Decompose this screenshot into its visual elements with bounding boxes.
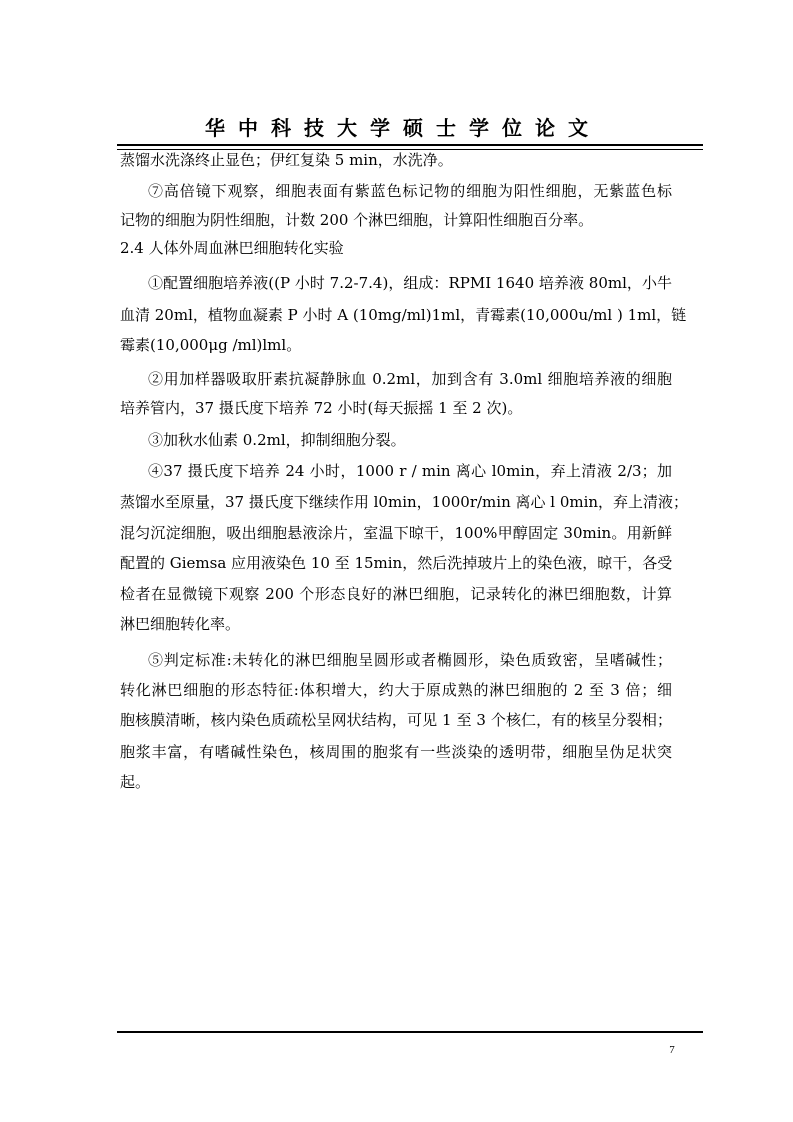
body-line: 记物的细胞为阴性细胞，计数 200 个淋巴细胞，计算阳性细胞百分率。 bbox=[120, 211, 594, 229]
body-line: ②用加样器吸取肝素抗凝静脉血 0.2ml，加到含有 3.0ml 细胞培养液的细胞 bbox=[148, 370, 672, 388]
section-heading: 2.4 人体外周血淋巴细胞转化实验 bbox=[120, 239, 344, 257]
footer-rule bbox=[117, 1031, 703, 1033]
body-line: ③加秋水仙素 0.2ml，抑制细胞分裂。 bbox=[148, 431, 406, 449]
body-line: 转化淋巴细胞的形态特征:体积增大，约大于原成熟的淋巴细胞的 2 至 3 倍；细 bbox=[120, 681, 672, 699]
body-line: 检者在显微镜下观察 200 个形态良好的淋巴细胞，记录转化的淋巴细胞数，计算 bbox=[120, 585, 672, 603]
body-line: 配置的 Giemsa 应用液染色 10 至 15min，然后洗掉玻片上的染色液，晾干，各受 bbox=[120, 554, 673, 572]
body-line: 胞浆丰富，有嗜碱性染色，核周围的胞浆有一些淡染的透明带，细胞呈伪足状突 bbox=[120, 743, 672, 761]
header-rule-top bbox=[117, 144, 703, 146]
body-line: 霉素(10,000μg /ml)lml。 bbox=[120, 336, 302, 354]
body-line: ④37 摄氏度下培养 24 小时，1000 r / min 离心 l0min，弃上清液 2/3；加 bbox=[148, 462, 672, 480]
body-line: 培养管内，37 摄氏度下培养 72 小时(每天振摇 1 至 2 次)。 bbox=[120, 399, 523, 417]
body-line: ⑤判定标准:未转化的淋巴细胞呈圆形或者椭圆形，染色质致密，呈嗜碱性； bbox=[148, 651, 672, 669]
body-line: 胞核膜清晰，核内染色质疏松呈网状结构，可见 1 至 3 个核仁，有的核呈分裂相； bbox=[120, 711, 672, 729]
body-line: 蒸馏水至原量，37 摄氏度下继续作用 l0min，1000r/min 离心 l 0min，弃上清液； bbox=[120, 493, 689, 511]
body-line: ⑦高倍镜下观察，细胞表面有紫蓝色标记物的细胞为阳性细胞，无紫蓝色标 bbox=[148, 182, 672, 200]
header-title: 华中科技大学硕士学位论文 bbox=[205, 116, 601, 140]
body-line: 血清 20ml，植物血凝素 P 小时 A (10mg/ml)1ml，青霉素(10,000u/ml ) 1ml，链 bbox=[120, 306, 687, 324]
body-line: 起。 bbox=[120, 773, 151, 791]
page-number: 7 bbox=[669, 1044, 675, 1056]
body-line: ①配置细胞培养液((P 小时 7.2-7.4)，组成：RPMI 1640 培养液 80ml，小牛 bbox=[148, 274, 672, 292]
body-line: 淋巴细胞转化率。 bbox=[120, 615, 241, 633]
body-line: 混匀沉淀细胞，吸出细胞悬液涂片，室温下晾干，100%甲醇固定 30min。用新鲜 bbox=[120, 524, 672, 542]
body-line: 蒸馏水洗涤终止显色；伊红复染 5 min，水洗净。 bbox=[120, 151, 453, 169]
